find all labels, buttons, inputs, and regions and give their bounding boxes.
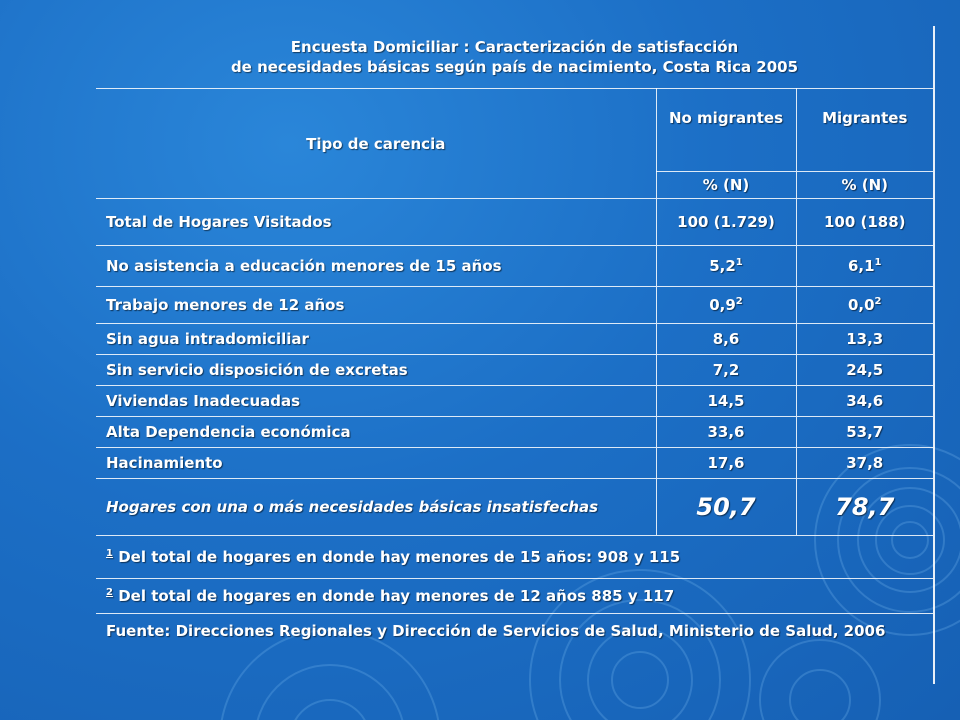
- value-migrantes: [796, 355, 934, 386]
- total-row: [96, 479, 934, 536]
- value-migrantes: [796, 448, 934, 479]
- footnote-mark: 1: [874, 257, 882, 268]
- value-text: 17,6: [707, 454, 745, 472]
- value-migrantes: [796, 246, 934, 287]
- source-row: [96, 614, 934, 685]
- total-row-label: Hogares con una o más necesidades básicas insatisfechas: [96, 479, 656, 536]
- value-text: 5,2: [709, 257, 736, 275]
- total-value-migrantes: 78,7: [796, 479, 934, 536]
- value-no-migrantes: [656, 287, 796, 324]
- value-text: 0,0: [847, 296, 875, 314]
- unit-no-migrantes: % (N): [656, 172, 796, 199]
- row-label: Total de Hogares Visitados: [96, 199, 656, 246]
- header-tipo-de-carencia: Tipo de carencia: [96, 89, 656, 199]
- footnote-mark: 2: [106, 586, 113, 598]
- footnote-row: [96, 579, 934, 614]
- value-migrantes: [796, 287, 934, 324]
- value-text: 13,3: [846, 330, 884, 348]
- footnote: [96, 579, 934, 614]
- footnote-text: Del total de hogares en donde hay menores de 15 años: 908 y 115: [118, 547, 681, 566]
- data-table: [96, 26, 935, 684]
- value-text: 37,8: [846, 454, 884, 472]
- header-row: [96, 89, 934, 172]
- value-text: 14,5: [707, 392, 745, 410]
- row-label: Alta Dependencia económica: [96, 417, 656, 448]
- value-text: 53,7: [846, 423, 884, 441]
- value-text: 24,5: [846, 361, 884, 379]
- footnote-mark: 1: [735, 257, 743, 268]
- row-label: Sin servicio disposición de excretas: [96, 355, 656, 386]
- table-row: [96, 199, 934, 246]
- value-text: 7,2: [712, 361, 740, 379]
- value-no-migrantes: [656, 199, 796, 246]
- row-label: Viviendas Inadecuadas: [96, 386, 656, 417]
- table-body: [96, 199, 934, 479]
- row-label: No asistencia a educación menores de 15 años: [96, 246, 656, 287]
- value-text: 0,9: [709, 296, 736, 314]
- table-row: [96, 417, 934, 448]
- table-row: [96, 386, 934, 417]
- table-row: [96, 448, 934, 479]
- table-title: [96, 26, 934, 89]
- source-note: Fuente: Direcciones Regionales y Dirección de Servicios de Salud, Ministerio de Salud, 2006: [96, 614, 934, 685]
- title-line-1: Encuesta Domiciliar : Caracterización de satisfacción: [290, 38, 739, 56]
- row-label: Sin agua intradomiciliar: [96, 324, 656, 355]
- value-text: 100 (1.729): [677, 213, 775, 231]
- value-text: 6,1: [847, 257, 875, 275]
- value-no-migrantes: [656, 355, 796, 386]
- footnotes: [96, 536, 934, 614]
- total-value-no-migrantes: 50,7: [656, 479, 796, 536]
- table-row: [96, 246, 934, 287]
- header-migrantes: Migrantes: [796, 89, 934, 172]
- table-row: [96, 287, 934, 324]
- value-no-migrantes: [656, 448, 796, 479]
- unit-migrantes: % (N): [796, 172, 934, 199]
- value-migrantes: [796, 199, 934, 246]
- value-no-migrantes: [656, 417, 796, 448]
- table-row: [96, 324, 934, 355]
- title-row: [96, 26, 934, 89]
- value-no-migrantes: [656, 246, 796, 287]
- value-text: 34,6: [846, 392, 884, 410]
- header-no-migrantes: No migrantes: [656, 89, 796, 172]
- footnote-mark: 2: [735, 296, 743, 307]
- footnote-row: [96, 536, 934, 579]
- value-text: 8,6: [712, 330, 740, 348]
- row-label: Hacinamiento: [96, 448, 656, 479]
- value-migrantes: [796, 324, 934, 355]
- footnote: [96, 536, 934, 579]
- value-text: 100 (188): [823, 213, 906, 231]
- footnote-mark: 1: [106, 547, 113, 559]
- value-migrantes: [796, 386, 934, 417]
- table-row: [96, 355, 934, 386]
- footnote-text: Del total de hogares en donde hay menores de 12 años 885 y 117: [118, 586, 675, 605]
- footnote-mark: 2: [874, 296, 882, 307]
- title-line-2: de necesidades básicas según país de nacimiento, Costa Rica 2005: [230, 58, 799, 76]
- value-no-migrantes: [656, 386, 796, 417]
- value-text: 33,6: [707, 423, 745, 441]
- value-no-migrantes: [656, 324, 796, 355]
- value-migrantes: [796, 417, 934, 448]
- row-label: Trabajo menores de 12 años: [96, 287, 656, 324]
